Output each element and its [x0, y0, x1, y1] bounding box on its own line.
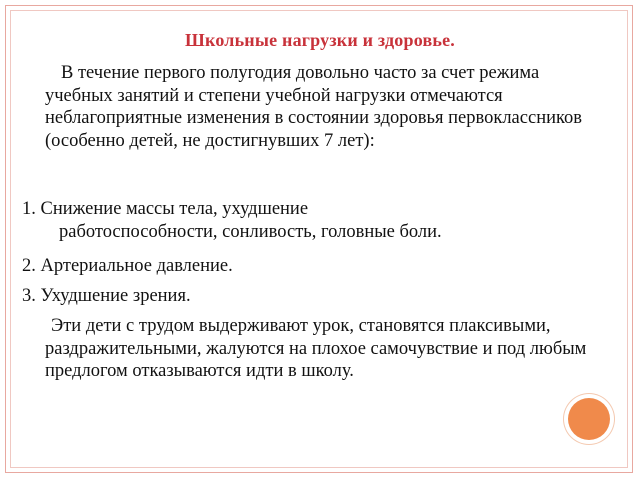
list-item-2-number: 2. — [22, 256, 36, 276]
list-item-2-text: Артериальное давление. — [40, 256, 233, 276]
list-item-1 — [22, 198, 582, 243]
list-item-3-text: Ухудшение зрения. — [40, 286, 191, 306]
intro-paragraph: В течение первого полугодия довольно часто за счет режима учебных занятий и степени учебной нагрузки отмечаются неблагоприятные изменения в состоянии здоровья первоклассников (особенно детей, не достигнувших 7 лет): — [45, 63, 583, 151]
list-item-1-line1: Снижение массы тела, ухудшение — [40, 199, 309, 219]
list-item-3-number: 3. — [22, 286, 36, 306]
list-item-1-line2: работоспособности, сонливость, головные боли. — [59, 221, 442, 242]
decorative-circle-icon — [568, 398, 610, 440]
slide-title: Школьные нагрузки и здоровье. — [185, 30, 455, 50]
list-item-2 — [22, 255, 582, 278]
list-item-1-number: 1. — [22, 199, 36, 219]
list-item-3 — [22, 285, 582, 308]
outro-paragraph: Эти дети с трудом выдерживают урок, становятся плаксивыми, раздражительными, жалуются на плохое самочувствие и под любым предлогом отказываются идти в школу. — [45, 316, 587, 381]
